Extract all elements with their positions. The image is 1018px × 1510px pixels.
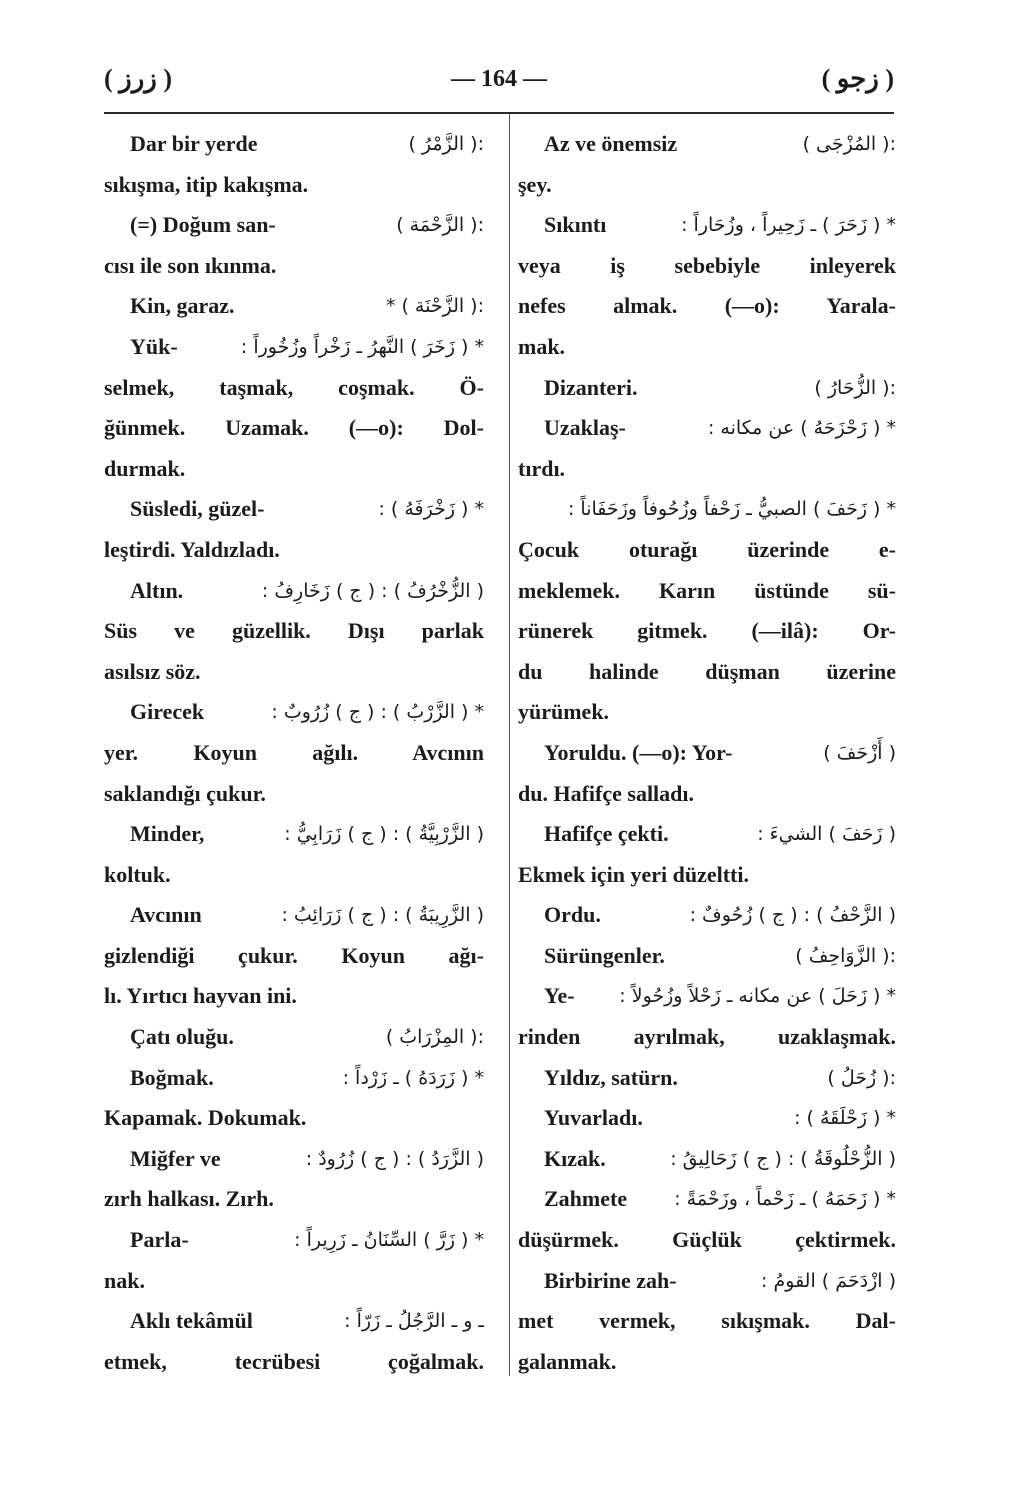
entry-arabic: * ( زَحَرَ ) ـ زَحِيراً ، وزُحَاراً : bbox=[681, 214, 896, 237]
entry-arabic: :( المِزْرَابُ ) bbox=[385, 1026, 484, 1049]
definition-line: galanmak. bbox=[518, 1348, 617, 1374]
dictionary-entry bbox=[104, 489, 484, 530]
dictionary-entry bbox=[518, 205, 896, 246]
entry-word: Hafifçe çekti. bbox=[544, 821, 669, 847]
dictionary-entry bbox=[104, 1017, 484, 1058]
definition-line: veya iş sebebiyle inleyerek bbox=[518, 252, 896, 278]
entry-word: Parla- bbox=[130, 1227, 189, 1253]
definition-line: sıkışma, itip kakışma. bbox=[104, 171, 309, 197]
page-header bbox=[104, 64, 894, 108]
entry-arabic: :( الزَّوَاحِفُ ) bbox=[795, 944, 896, 967]
entry-word: Süsledi, güzel- bbox=[130, 496, 265, 522]
entry-arabic: * ( زَحَلَ ) عن مكانه ـ زَحْلاً وزُحُولاً : bbox=[619, 985, 896, 1008]
entry-arabic: :( الزَّمْرُ ) bbox=[408, 133, 484, 155]
entry-word: Sürüngenler. bbox=[544, 942, 665, 968]
entry-arabic: ( أَزْحَفَ ) bbox=[823, 741, 896, 764]
entry-word: Zahmete bbox=[544, 1186, 628, 1212]
definition-line: rünerek gitmek. (—ilâ): Or- bbox=[518, 618, 896, 644]
entry-arabic: * ( الزَّرْبُ ) : ( ج ) زُرُوبٌ : bbox=[271, 701, 484, 724]
dictionary-entry bbox=[104, 1301, 484, 1342]
entry-word: Birbirine zah- bbox=[544, 1267, 677, 1293]
entry-arabic: :( المُزْجَى ) bbox=[802, 133, 896, 155]
entry-word: Dar bir yerde bbox=[130, 131, 258, 156]
dictionary-entry bbox=[104, 1139, 484, 1180]
entry-arabic: * ( زَرَّ ) السِّنَانُ ـ زَرِيراً : bbox=[294, 1229, 484, 1252]
dictionary-entry bbox=[518, 814, 896, 855]
entry-arabic: :( الزُّحَارُ ) bbox=[814, 376, 896, 399]
definition-line: nefes almak. (—o): Yarala- bbox=[518, 293, 896, 319]
dictionary-entry bbox=[518, 936, 896, 977]
entry-word: Avcının bbox=[130, 902, 202, 928]
entry-arabic: :( الزَّحْمَة ) bbox=[396, 214, 484, 237]
entry-word: Yük- bbox=[130, 333, 178, 359]
entry-word: Boğmak. bbox=[130, 1064, 214, 1090]
dictionary-entry bbox=[518, 1058, 896, 1099]
right-column bbox=[518, 124, 896, 1382]
entry-word: Altın. bbox=[130, 577, 184, 603]
definition-line: durmak. bbox=[104, 455, 186, 481]
definition-line: du. Hafifçe salladı. bbox=[518, 780, 695, 806]
entry-word: Az ve önemsiz bbox=[544, 131, 678, 156]
definition-line: du halinde düşman üzerine bbox=[518, 658, 896, 684]
definition-line: ğünmek. Uzamak. (—o): Dol- bbox=[104, 415, 484, 441]
dictionary-entry bbox=[518, 1261, 896, 1302]
dictionary-entry bbox=[518, 124, 896, 165]
entry-word: Ordu. bbox=[544, 902, 601, 928]
header-right-guide-word: ( زجو ) bbox=[821, 64, 894, 93]
entry-word: Yıldız, satürn. bbox=[544, 1064, 678, 1090]
entry-word: Miğfer ve bbox=[130, 1145, 221, 1171]
dictionary-entry bbox=[518, 1179, 896, 1220]
definition-line: Çocuk oturağı üzerinde e- bbox=[518, 536, 896, 562]
column-divider bbox=[509, 114, 510, 1376]
entry-arabic: * ( زَرَدَهُ ) ـ زَرْداً : bbox=[342, 1066, 484, 1089]
definition-line: yer. Koyun ağılı. Avcının bbox=[104, 739, 484, 765]
entry-word: Kızak. bbox=[544, 1145, 606, 1171]
definition-line: şey. bbox=[518, 171, 552, 197]
entry-arabic: :( زُحَلُ ) bbox=[827, 1066, 896, 1089]
dictionary-entry bbox=[104, 1058, 484, 1099]
entry-word: Ye- bbox=[544, 983, 575, 1009]
header-left-guide-word: ( زرز ) bbox=[104, 64, 173, 93]
entry-word: Aklı tekâmül bbox=[130, 1308, 253, 1334]
entry-word: Yoruldu. (—o): Yor- bbox=[544, 739, 733, 765]
entry-arabic: :( الزَّحْنَة ) * bbox=[385, 295, 484, 318]
entry-arabic: * ( زَخْرَفَهُ ) : bbox=[378, 498, 484, 521]
entry-word: (=) Doğum san- bbox=[130, 212, 276, 238]
definition-line: zırh halkası. Zırh. bbox=[104, 1186, 274, 1212]
definition-line: lı. Yırtıcı hayvan ini. bbox=[104, 983, 297, 1009]
dictionary-entry bbox=[518, 368, 896, 409]
definition-line: etmek, tecrübesi çoğalmak. bbox=[104, 1348, 484, 1374]
dictionary-entry bbox=[104, 895, 484, 936]
entry-word: Uzaklaş- bbox=[544, 415, 626, 441]
entry-word: Çatı oluğu. bbox=[130, 1024, 234, 1050]
definition-line: cısı ile son ıkınma. bbox=[104, 252, 277, 278]
definition-line: rinden ayrılmak, uzaklaşmak. bbox=[518, 1024, 896, 1050]
page-number: — 164 — bbox=[451, 66, 547, 92]
definition-line: met vermek, sıkışmak. Dal- bbox=[518, 1308, 896, 1334]
definition-line: gizlendiği çukur. Koyun ağı- bbox=[104, 942, 484, 968]
header-rule bbox=[104, 112, 894, 114]
entry-arabic: * ( زَحْلَقَهُ ) : bbox=[794, 1107, 896, 1130]
entry-arabic: ( زَحَفَ ) الشيءَ : bbox=[757, 823, 896, 846]
entry-arabic: * ( زَحْزَحَهُ ) عن مكانه : bbox=[707, 417, 896, 440]
entry-arabic: * ( زَحَمَهُ ) ـ زَحْماً ، وزَحْمَةً : bbox=[674, 1188, 896, 1211]
definition-line: asılsız söz. bbox=[104, 658, 201, 684]
dictionary-entry bbox=[104, 692, 484, 733]
definition-line: saklandığı çukur. bbox=[104, 780, 266, 806]
entry-arabic: ( الزَّرِيبَةُ ) : ( ج ) زَرَائِبُ : bbox=[281, 904, 484, 927]
entry-arabic: * ( زَخَرَ ) النَّهرُ ـ زَخْراً وزُخُوراً : bbox=[240, 335, 484, 358]
dictionary-entry bbox=[104, 327, 484, 368]
definition-line: düşürmek. Güçlük çektirmek. bbox=[518, 1227, 896, 1253]
dictionary-entry bbox=[518, 976, 896, 1017]
dictionary-entry bbox=[104, 1220, 484, 1261]
entry-arabic: ( الزَّحْفُ ) : ( ج ) زُحُوفٌ : bbox=[689, 904, 896, 927]
entry-word: Yuvarladı. bbox=[544, 1105, 643, 1131]
definition-line: koltuk. bbox=[104, 861, 171, 887]
definition-line: yürümek. bbox=[518, 699, 610, 725]
definition-line: tırdı. bbox=[518, 455, 566, 481]
left-column bbox=[104, 124, 484, 1382]
definition-line: Süs ve güzellik. Dışı parlak bbox=[104, 618, 484, 644]
entry-arabic: ( الزَّرْبِيَّةُ ) : ( ج ) زَرَابِيُّ : bbox=[284, 823, 484, 846]
dictionary-entry bbox=[518, 1098, 896, 1139]
dictionary-entry bbox=[104, 205, 484, 246]
dictionary-entry bbox=[518, 408, 896, 449]
definition-line: * ( زَحَفَ ) الصبيُّ ـ زَحْفاً وزُحُوفاً وزَحَفَاناً : bbox=[567, 498, 896, 521]
entry-arabic: ( ازْدَحَمَ ) القومُ : bbox=[761, 1269, 896, 1292]
definition-line: meklemek. Karın üstünde sü- bbox=[518, 577, 896, 603]
entry-arabic: ( الزَّرَدُ ) : ( ج ) زُرُودٌ : bbox=[305, 1147, 484, 1170]
entry-word: Girecek bbox=[130, 699, 205, 725]
entry-word: Kin, garaz. bbox=[130, 293, 235, 319]
entry-arabic: ـ و ـ الرَّجُلُ ـ زَرّاً : bbox=[344, 1310, 484, 1333]
entry-word: Sıkıntı bbox=[544, 212, 607, 238]
dictionary-entry bbox=[104, 286, 484, 327]
definition-line: selmek, taşmak, coşmak. Ö- bbox=[104, 374, 484, 400]
definition-line: Kapamak. Dokumak. bbox=[104, 1105, 307, 1131]
entry-arabic: ( الزُّحْلُوقَةُ ) : ( ج ) زَحَالِيقُ : bbox=[670, 1147, 896, 1170]
entry-word: Dizanteri. bbox=[544, 374, 638, 400]
dictionary-entry bbox=[518, 1139, 896, 1180]
definition-line: Ekmek için yeri düzeltti. bbox=[518, 861, 749, 887]
definition-line: nak. bbox=[104, 1267, 145, 1293]
dictionary-entry bbox=[104, 814, 484, 855]
dictionary-entry bbox=[104, 571, 484, 612]
dictionary-entry bbox=[518, 895, 896, 936]
definition-line: leştirdi. Yaldızladı. bbox=[104, 536, 280, 562]
dictionary-entry bbox=[518, 733, 896, 774]
dictionary-entry bbox=[104, 124, 484, 165]
entry-arabic: ( الزُّخْرُفُ ) : ( ج ) زَخَارِفُ : bbox=[261, 579, 484, 602]
entry-word: Minder, bbox=[130, 821, 205, 847]
definition-line: mak. bbox=[518, 333, 566, 359]
